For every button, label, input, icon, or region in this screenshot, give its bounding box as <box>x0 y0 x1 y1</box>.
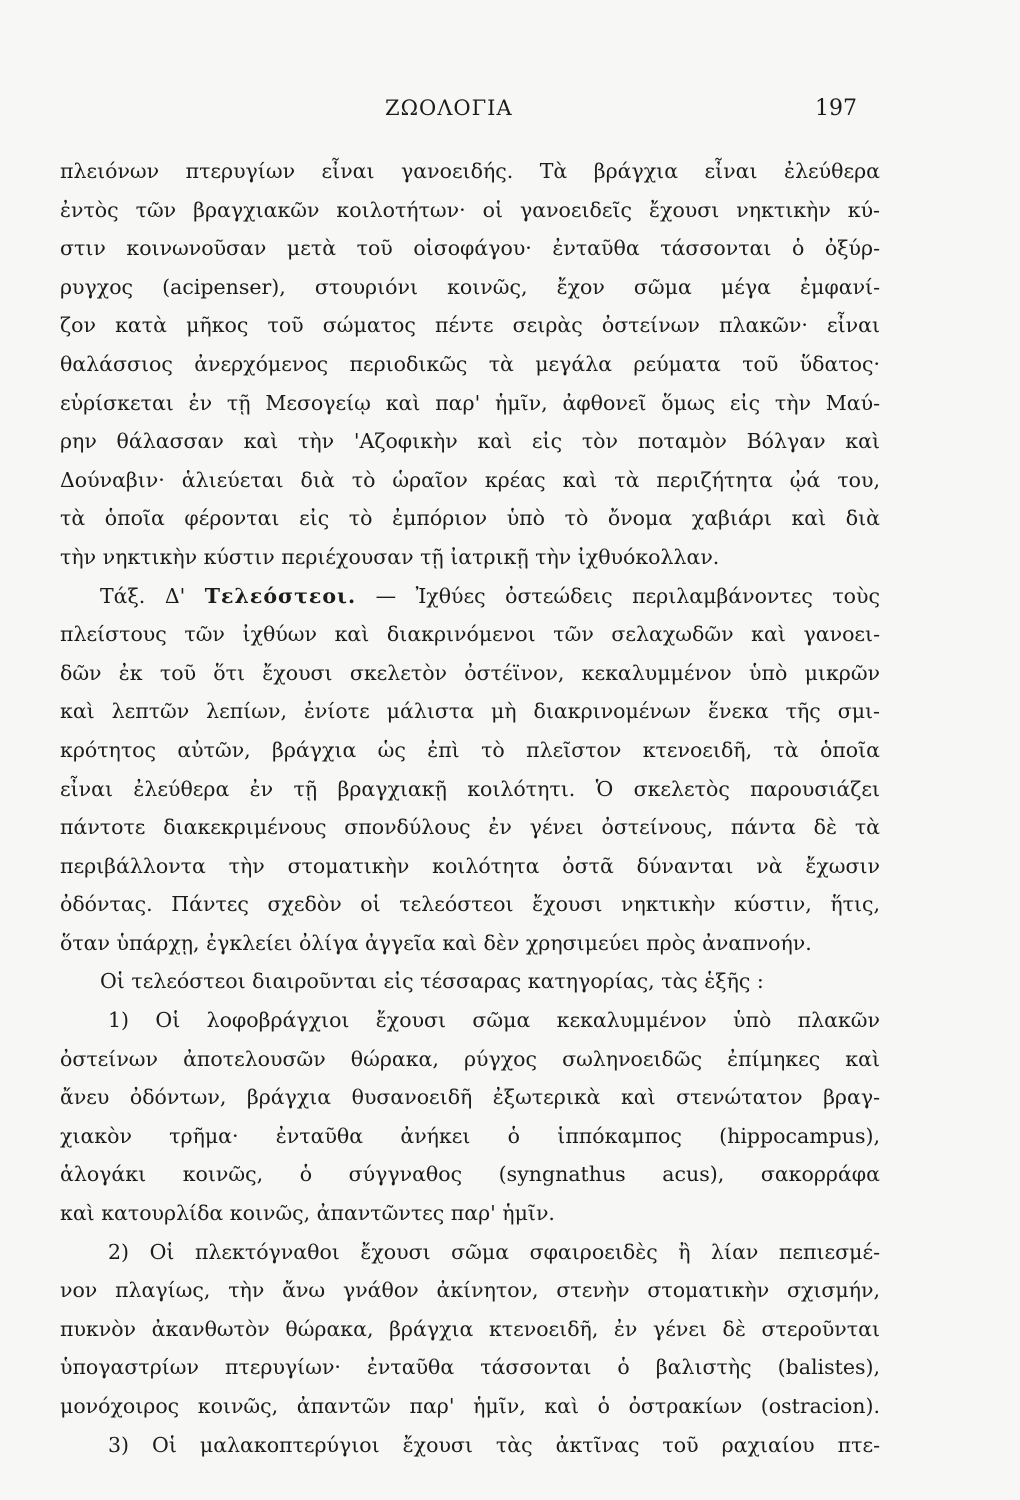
text-line: ὀδόντας. Πάντες σχεδὸν οἱ τελεόστεοι ἔχουσι νηκτικὴν κύστιν, ἥτις, <box>60 892 880 917</box>
text-line: 3) Οἱ μαλακοπτερύγιοι ἔχουσι τὰς ἀκτῖνας τοῦ ραχιαίου πτε- <box>108 1432 880 1457</box>
section-title: Τελεόστεοι. <box>204 583 357 608</box>
text-line: θαλάσσιος ἀνερχόμενος περιοδικῶς τὰ μεγάλα ρεύματα τοῦ ὕδατος· <box>60 351 880 376</box>
section-prefix: Τάξ. Δ' <box>100 583 186 608</box>
text-line: μονόχοιρος κοινῶς, ἀπαντῶν παρ' ἡμῖν, καὶ ὁ ὀστρακίων (ostracion). <box>60 1394 880 1418</box>
text-line: πάντοτε διακεκριμένους σπονδύλους ἐν γένει ὀστείνους, πάντα δὲ τὰ <box>60 815 880 840</box>
body-text <box>60 152 880 1464</box>
text-line: τὴν νηκτικὴν κύστιν περιέχουσαν τῇ ἰατρικῇ τὴν ἰχθυόκολλαν. <box>60 544 720 569</box>
text-line: ρυγχος (acipenser), στουριόνι κοινῶς, ἔχον σῶμα μέγα ἐμφανί- <box>60 274 880 299</box>
text-line: περιβάλλοντα τὴν στοματικὴν κοιλότητα ὀστᾶ δύνανται νὰ ἔχωσιν <box>60 853 880 878</box>
text-line-fragment: — Ἰχθύες ὀστεώδεις περιλαμβάνοντες τοὺς <box>375 583 880 608</box>
section-heading-line <box>60 577 880 616</box>
text-line: ὅταν ὑπάρχῃ, ἐγκλείει ὀλίγα ἀγγεῖα καὶ δὲν χρησιμεύει πρὸς ἀναπνοήν. <box>60 930 812 955</box>
page-header <box>0 96 1020 126</box>
text-line: ἐντὸς τῶν βραγχιακῶν κοιλοτήτων· οἱ γανοειδεῖς ἔχουσι νηκτικὴν κύ- <box>60 197 880 222</box>
text-line: ὀστείνων ἀποτελουσῶν θώρακα, ρύγχος σωληνοειδῶς ἐπίμηκες καὶ <box>60 1046 880 1071</box>
text-line: κρότητος αὐτῶν, βράγχια ὡς ἐπὶ τὸ πλεῖστον κτενοειδῆ, τὰ ὁποῖα <box>60 737 880 762</box>
text-line: καὶ κατουρλίδα κοινῶς, ἀπαντῶντες παρ' ἡμῖν. <box>60 1201 555 1226</box>
text-line: ὑπογαστρίων πτερυγίων· ἐνταῦθα τάσσονται ὁ βαλιστὴς (balistes), <box>60 1355 880 1380</box>
text-line: νον πλαγίως, τὴν ἄνω γνάθον ἀκίνητον, στενὴν στοματικὴν σχισμήν, <box>60 1278 880 1303</box>
text-line: ρην θάλασσαν καὶ τὴν 'Αζοφικὴν καὶ εἰς τὸν ποταμὸν Βόλγαν καὶ <box>60 429 880 454</box>
text-line: δῶν ἐκ τοῦ ὅτι ἔχουσι σκελετὸν ὀστέϊνον, κεκαλυμμένον ὑπὸ μικρῶν <box>60 660 880 685</box>
text-line: πλειόνων πτερυγίων εἶναι γανοειδής. Τὰ βράγχια εἶναι ἐλεύθερα <box>60 159 880 183</box>
page-number: 197 <box>815 96 857 121</box>
text-line: εὑρίσκεται ἐν τῇ Μεσογείῳ καὶ παρ' ἡμῖν, ἀφθονεῖ ὅμως εἰς τὴν Μαύ- <box>60 390 880 415</box>
text-line: Οἱ τελεόστεοι διαιροῦνται εἰς τέσσαρας κατηγορίας, τὰς ἑξῆς : <box>100 969 764 994</box>
text-line: τὰ ὁποῖα φέρονται εἰς τὸ ἐμπόριον ὑπὸ τὸ ὄνομα χαβιάρι καὶ διὰ <box>60 506 880 531</box>
text-line: χιακὸν τρῆμα· ἐνταῦθα ἀνήκει ὁ ἱππόκαμπος (hippocampus), <box>60 1123 880 1148</box>
text-line: εἶναι ἐλεύθερα ἐν τῇ βραγχιακῇ κοιλότητι. Ὁ σκελετὸς παρουσιάζει <box>60 776 880 801</box>
text-line: Δούναβιν· ἁλιεύεται διὰ τὸ ὡραῖον κρέας καὶ τὰ περιζήτητα ᾠά του, <box>60 467 880 492</box>
text-line: πυκνὸν ἀκανθωτὸν θώρακα, βράγχια κτενοειδῆ, ἐν γένει δὲ στεροῦνται <box>60 1316 880 1341</box>
text-line: πλείστους τῶν ἰχθύων καὶ διακρινόμενοι τῶν σελαχωδῶν καὶ γανοει- <box>60 622 880 647</box>
text-line: 1) Οἱ λοφοβράγχιοι ἔχουσι σῶμα κεκαλυμμένον ὑπὸ πλακῶν <box>108 1008 880 1033</box>
text-line: ἄνευ ὀδόντων, βράγχια θυσανοειδῆ ἐξωτερικὰ καὶ στενώτατον βραγ- <box>60 1085 880 1110</box>
text-line: 2) Οἱ πλεκτόγναθοι ἔχουσι σῶμα σφαιροειδὲς ἢ λίαν πεπιεσμέ- <box>108 1239 880 1264</box>
text-line: ἁλογάκι κοινῶς, ὁ σύγγναθος (syngnathus acus), σακορράφα <box>60 1162 880 1187</box>
text-line: ζον κατὰ μῆκος τοῦ σώματος πέντε σειρὰς ὀστείνων πλακῶν· εἶναι <box>60 313 880 338</box>
text-line: καὶ λεπτῶν λεπίων, ἐνίοτε μάλιστα μὴ διακρινομένων ἕνεκα τῆς σμι- <box>60 699 880 724</box>
running-title: ΖΩΟΛΟΓΙΑ <box>385 96 513 120</box>
text-line: στιν κοινωνοῦσαν μετὰ τοῦ οἰσοφάγου· ἐνταῦθα τάσσονται ὁ ὀξύρ- <box>60 236 880 261</box>
